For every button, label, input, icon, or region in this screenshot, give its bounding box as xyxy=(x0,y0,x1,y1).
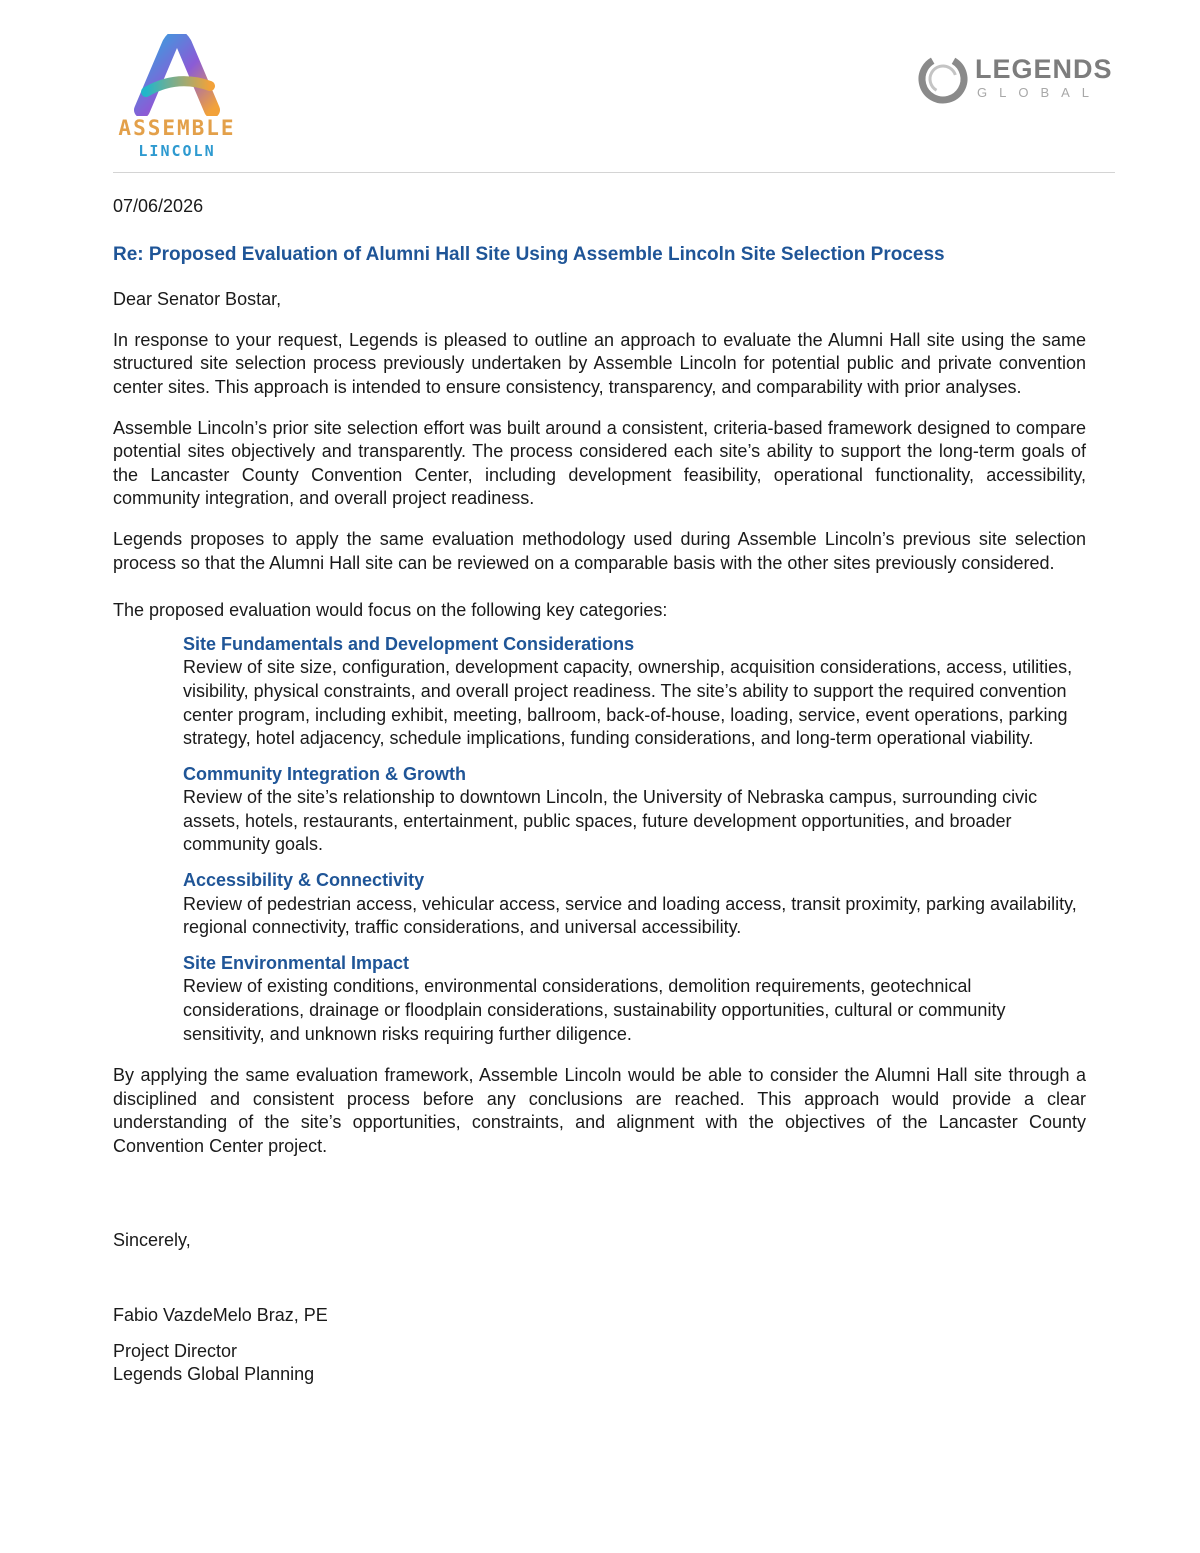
categories-list xyxy=(113,633,1086,1047)
header-divider xyxy=(113,172,1115,173)
letter-date: 07/06/2026 xyxy=(113,196,204,216)
category-item xyxy=(183,763,1086,857)
category-item xyxy=(183,952,1086,1046)
category-title: Community Integration & Growth xyxy=(183,763,466,784)
categories-intro: The proposed evaluation would focus on the following key categories: xyxy=(113,600,668,621)
category-item xyxy=(183,869,1086,940)
category-body: Review of the site’s relationship to downtown Lincoln, the University of Nebraska campus, surrounding civic assets, hotels, restaurants, entertainment, public spaces, future development opportunities, and broader community goals. xyxy=(183,787,1038,855)
logo-lincoln-text: LINCOLN xyxy=(138,142,216,160)
assemble-lincoln-logo xyxy=(112,34,242,164)
category-item xyxy=(183,633,1086,751)
paragraph-intro: In response to your request, Legends is pleased to outline an approach to evaluate the Alumni Hall site using the same structured site selection process previously undertaken by Assemble Lincoln for potential public and private convention center sites. This approach is intended to ensure consistency, transparency, and comparability with prior analyses. xyxy=(113,329,1086,397)
logo-global-text: GLOBAL xyxy=(977,85,1102,100)
paragraph-proposal: Legends proposes to apply the same evaluation methodology used during Assemble Lincoln’s previous site selection process so that the Alumni Hall site can be reviewed on a comparable basis with the other sites previously considered. xyxy=(113,528,1086,573)
assemble-a-mark-icon xyxy=(112,34,242,116)
letter-subject: Re: Proposed Evaluation of Alumni Hall Site Using Assemble Lincoln Site Selection Process xyxy=(113,243,945,265)
paragraph-closing: By applying the same evaluation framework, Assemble Lincoln would be able to consider the Alumni Hall site through a disciplined and consistent process before any conclusions are reached. This approach would provide a clear understanding of the site’s opportunities, constraints, and alignment with the objectives of the Lancaster County Convention Center project. xyxy=(113,1065,1086,1156)
legends-global-logo xyxy=(914,50,1114,110)
signer-organization: Legends Global Planning xyxy=(113,1364,315,1385)
logo-legends-text: LEGENDS xyxy=(975,54,1113,84)
logo-assemble-text: ASSEMBLE xyxy=(118,116,236,140)
salutation: Dear Senator Bostar, xyxy=(113,289,282,310)
signer-title: Project Director xyxy=(113,1340,238,1361)
legends-ring-icon xyxy=(914,50,972,108)
category-body: Review of existing conditions, environmental considerations, demolition requirements, geotechnical considerations, drainage or floodplain considerations, sustainability opportunities, cultural or community sensitivity, and unknown risks requiring further diligence. xyxy=(183,976,1006,1044)
category-title: Site Fundamentals and Development Considerations xyxy=(183,633,635,654)
paragraph-prior-effort: Assemble Lincoln’s prior site selection effort was built around a consistent, criteria-based framework designed to compare potential sites objectively and transparently. The process considered each site’s ability to support the long-term goals of the Lancaster County Convention Center, including development feasibility, operational functionality, accessibility, community integration, and overall project readiness. xyxy=(113,417,1086,509)
category-title: Site Environmental Impact xyxy=(183,952,410,973)
letter-body xyxy=(113,195,1086,1387)
category-body: Review of pedestrian access, vehicular access, service and loading access, transit proximity, parking availability, regional connectivity, traffic considerations, and universal accessibility. xyxy=(183,893,1077,938)
category-body: Review of site size, configuration, development capacity, ownership, acquisition considerations, access, utilities, visibility, physical constraints, and overall project readiness. The site’s ability to support the required convention center program, including exhibit, meeting, ballroom, back-of-house, loading, service, event operations, parking strategy, hotel adjacency, schedule implications, funding considerations, and long-term operational viability. xyxy=(183,657,1073,749)
signer-name: Fabio VazdeMelo Braz, PE xyxy=(113,1305,328,1326)
closing-salutation: Sincerely, xyxy=(113,1229,191,1250)
category-title: Accessibility & Connectivity xyxy=(183,870,425,891)
